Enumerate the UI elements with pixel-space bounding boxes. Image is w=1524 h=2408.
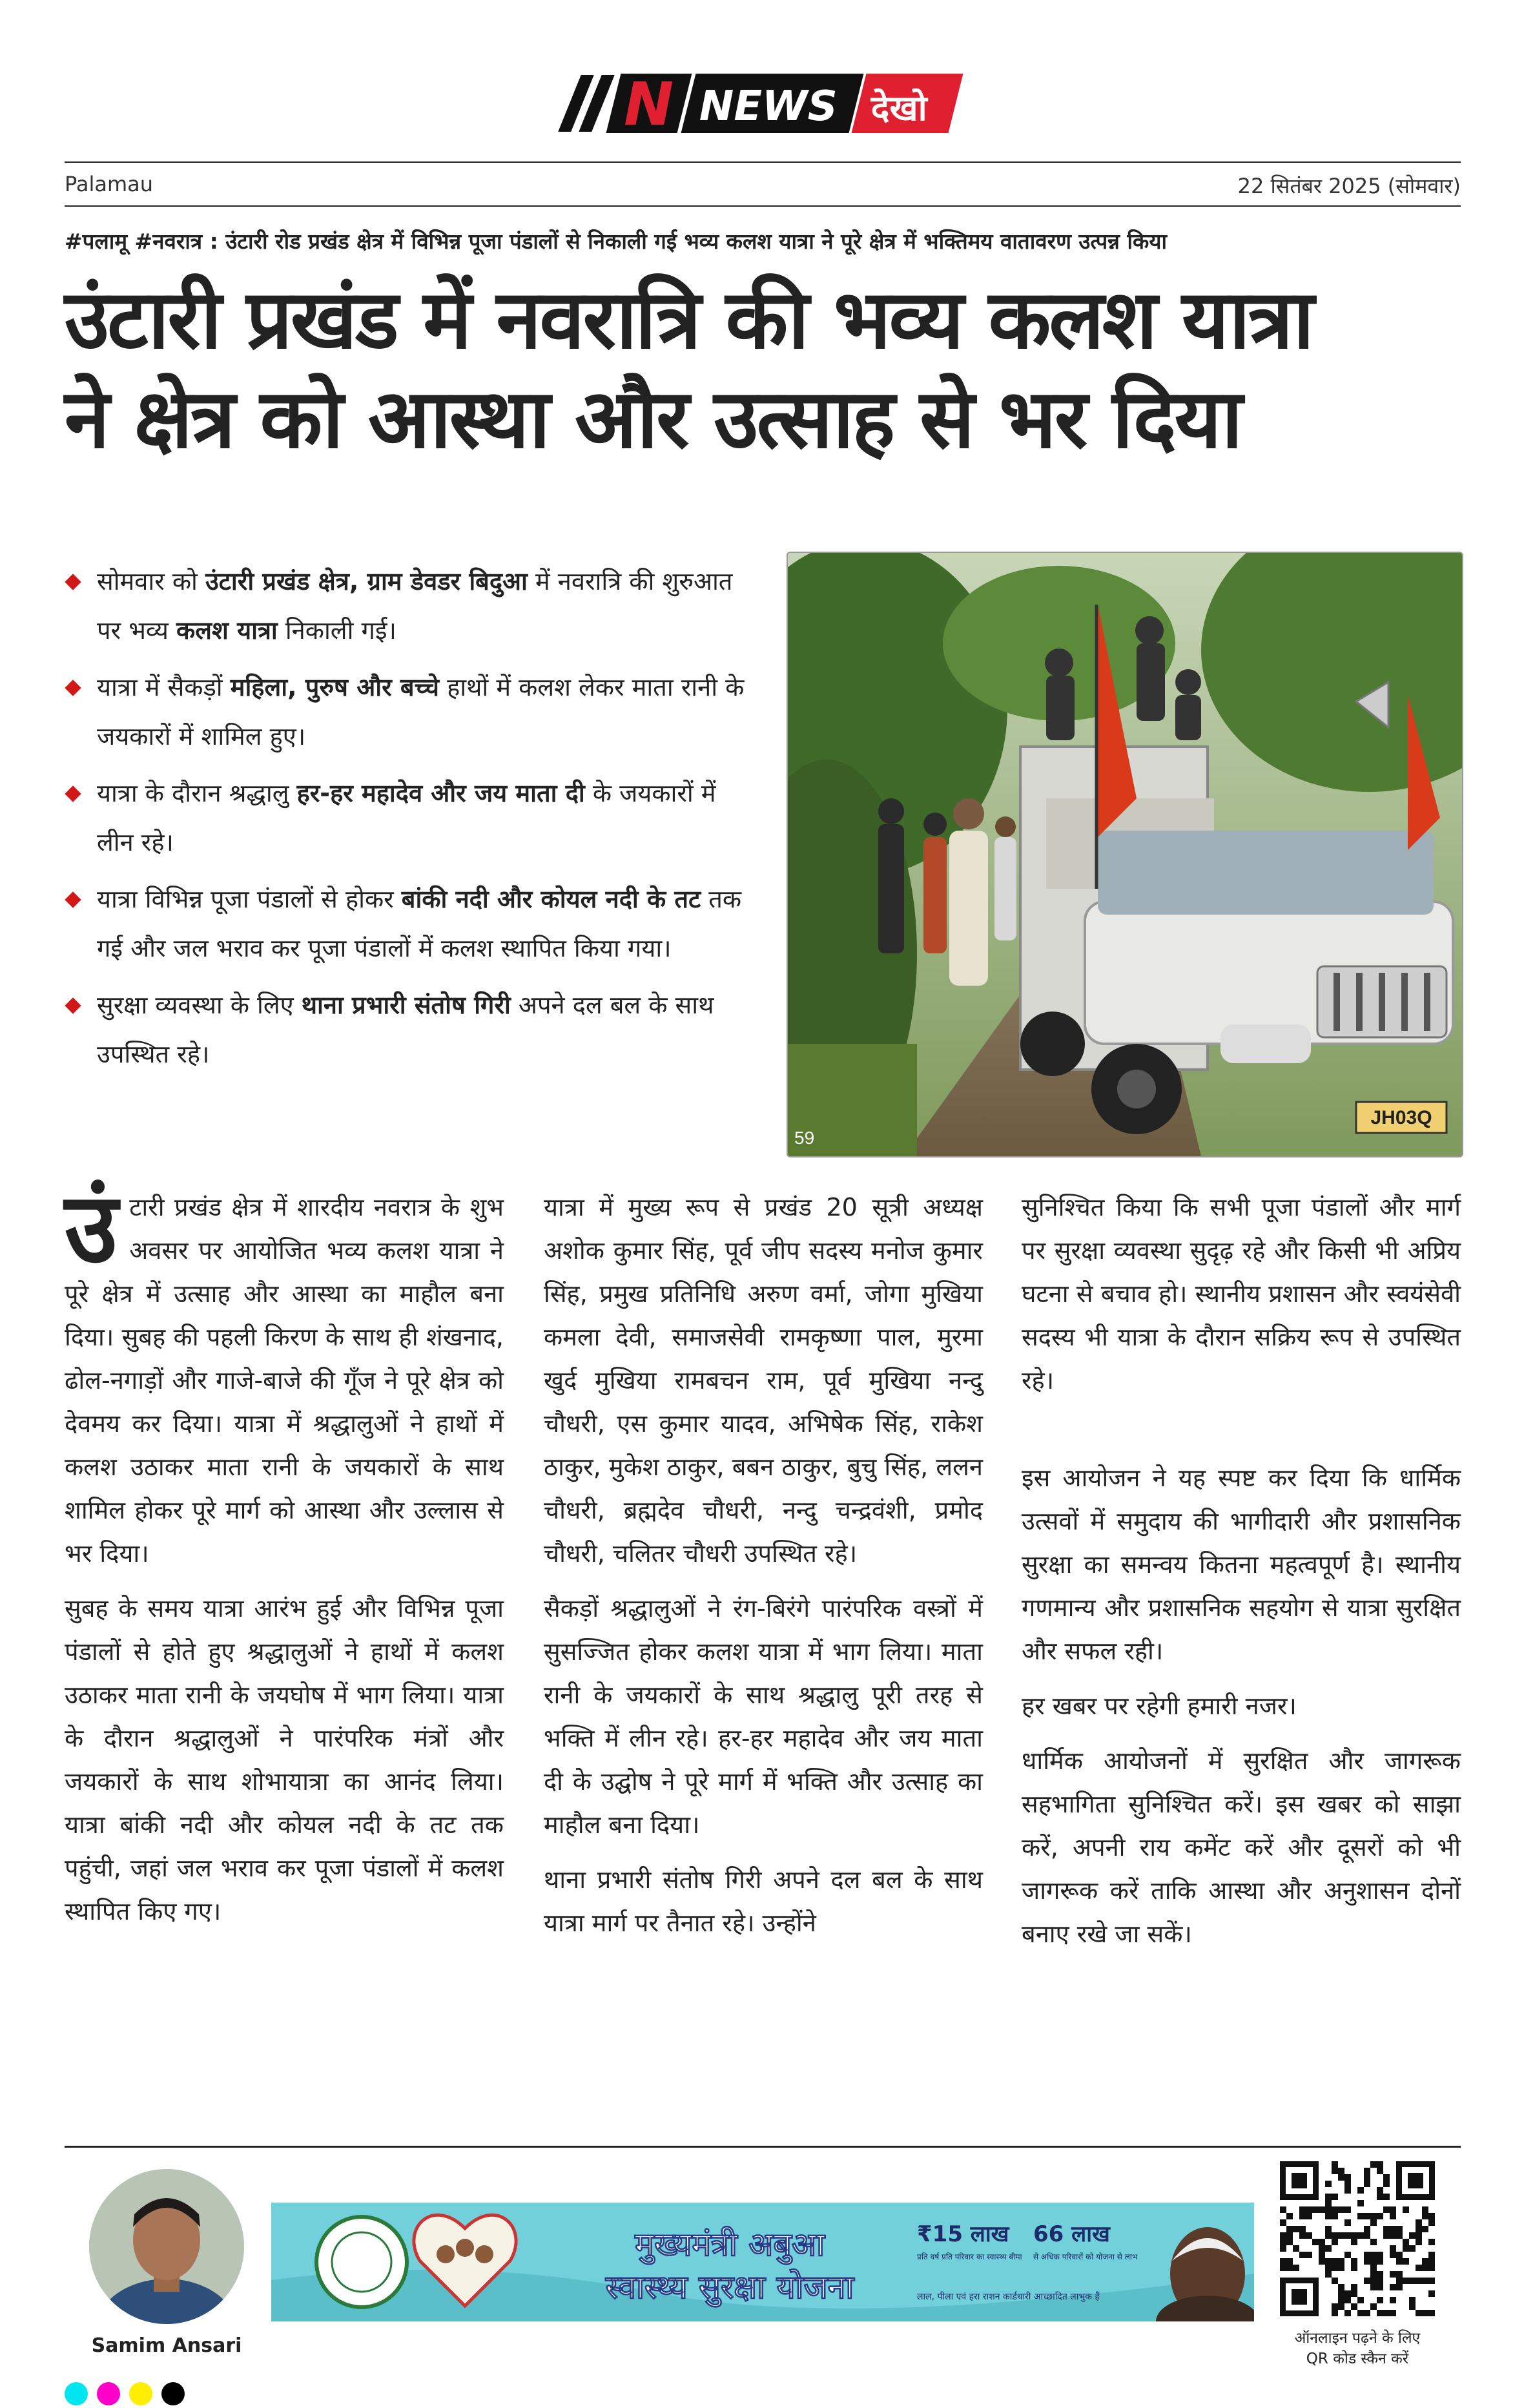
- ad-amount-1-sub: प्रति वर्ष प्रति परिवार का स्वास्थ्य बीमा: [917, 2252, 1022, 2261]
- highlight-bold: बांकी नदी और कोयल नदी के तट: [401, 885, 701, 913]
- footer-rule: [65, 2146, 1461, 2148]
- diamond-bullet-icon: [65, 785, 81, 802]
- author-name: Samim Ansari: [91, 2334, 242, 2357]
- qr-code[interactable]: [1280, 2161, 1435, 2316]
- ad-amount-1: ₹15 लाख: [917, 2221, 1009, 2247]
- number-plate: JH03Q: [1370, 1107, 1432, 1128]
- avatar: [89, 2169, 244, 2324]
- diamond-bullet-icon: [65, 997, 81, 1013]
- article-paragraph: सैकड़ों श्रद्धालुओं ने रंग-बिरंगे पारंपरिक वस्त्रों में सुसज्जित होकर कलश यात्रा में भाग लिया। माता रानी के जयकारों के साथ श्रद्धालु पूरी तरह से भक्ति में लीन रहे। हर-हर महादेव और जय माता दी के उद्घोष ने पूरे मार्ग में भक्ति और उत्साह का माहौल बना दिया।: [544, 1594, 983, 1839]
- article-paragraph: यात्रा में मुख्य रूप से प्रखंड 20 सूत्री अध्यक्ष अशोक कुमार सिंह, पूर्व जीप सदस्य मनोज कुमार सिंह, प्रमुख प्रतिनिधि अरुण वर्मा, जोगा मुखिया कमला देवी, समाजसेवी रामकृष्णा पाल, मुरमा खुर्द मुखिया रामबचन राम, पूर्व मुखिया नन्दु चौधरी, एस कुमार यादव, अभिषेक सिंह, राकेश ठाकुर, मुकेश ठाकुर, बबन ठाकुर, बुचु सिंह, ललन चौधरी, ब्रह्मदेव चौधरी, नन्दु चन्द्रवंशी, प्रमोद चौधरी, चलितर चौधरी उपस्थित रहे।: [544, 1193, 983, 1568]
- highlight-item: [65, 557, 749, 655]
- print-mark-cyan: [65, 2382, 88, 2405]
- article-paragraph: धार्मिक आयोजनों में सुरक्षित और जागरूक सहभागिता सुनिश्चित करें। इस खबर को साझा करें, अपनी राय कमेंट करें और दूसरों को भी जागरूक करें ताकि आस्था और अनुशासन दोनों बनाए रखे जा सकें।: [1022, 1747, 1461, 1948]
- header-rule-bottom: [65, 205, 1461, 207]
- highlight-text: के जयकारों में लीन रहे।: [97, 779, 716, 856]
- article-tagline: हर खबर पर रहेगी हमारी नजर।: [1022, 1692, 1297, 1720]
- article-paragraph: सुनिश्चित किया कि सभी पूजा पंडालों और मार्ग पर सुरक्षा व्यवस्था सुदृढ़ रहे और किसी भी अप्रिय घटना से बचाव हो। स्थानीय प्रशासन और स्वयंसेवी सदस्य भी यात्रा के दौरान सक्रिय रूप से उपस्थित रहे।: [1022, 1193, 1461, 1395]
- qr-caption-line-2: QR कोड स्कैन करें: [1306, 2351, 1409, 2367]
- article-column-1: [65, 1172, 504, 1945]
- kicker: #पलामू #नवरात्र : उंटारी रोड प्रखंड क्षेत्र में विभिन्न पूजा पंडालों से निकाली गई भव्य कलश यात्रा ने पूरे क्षेत्र में भक्तिमय वातावरण उत्पन्न किया: [65, 229, 1168, 254]
- article-paragraph: इस आयोजन ने यह स्पष्ट कर दिया कि धार्मिक उत्सवों में समुदाय की भागीदारी और प्रशासनिक सुरक्षा का समन्वय कितना महत्वपूर्ण है। स्थानीय गणमान्य और प्रशासनिक सहयोग से यात्रा सुरक्षित और सफल रही।: [1022, 1464, 1461, 1665]
- highlight-text: यात्रा विभिन्न पूजा पंडालों से होकर: [97, 885, 402, 913]
- header-rule-top: [65, 161, 1461, 163]
- ad-amount-2: 66 लाख: [1033, 2221, 1110, 2247]
- highlight-text: हाथों में कलश लेकर माता रानी के जयकारों में शामिल हुए।: [97, 673, 745, 751]
- ad-title-1: मुख्यमंत्री अबुआ: [635, 2226, 825, 2263]
- print-mark-black: [161, 2382, 185, 2405]
- highlight-bold: कलश यात्रा: [176, 616, 278, 645]
- highlight-item: [65, 769, 749, 867]
- highlight-text: यात्रा के दौरान श्रद्धालु: [97, 779, 297, 807]
- article-paragraph: [65, 1172, 504, 1575]
- article-paragraph: थाना प्रभारी संतोष गिरी अपने दल बल के साथ यात्रा मार्ग पर तैनात रहे। उन्होंने: [544, 1865, 983, 1937]
- headline-line-2: ने क्षेत्र को आस्था और उत्साह से भर दिया: [65, 371, 1241, 466]
- logo-tag-box: [852, 74, 963, 133]
- highlight-item: [65, 981, 749, 1079]
- headline-line-1: उंटारी प्रखंड में नवरात्रि की भव्य कलश यात्रा: [65, 272, 1313, 367]
- ad-note: लाल, पीला एवं हरा राशन कार्डधारी आच्छादित लाभुक हैं: [917, 2292, 1100, 2302]
- highlight-text: अपने दल बल के साथ उपस्थित रहे।: [97, 991, 714, 1068]
- photo-counter: 59: [794, 1128, 815, 1148]
- dateline-location: Palamau: [65, 172, 154, 196]
- highlight-item: [65, 663, 749, 761]
- author-portrait: [89, 2169, 244, 2324]
- qr-caption-line-1: ऑनलाइन पढ़ने के लिए: [1294, 2330, 1421, 2347]
- state-emblem-icon: [316, 2217, 407, 2307]
- highlight-bold: थाना प्रभारी संतोष गिरी: [301, 991, 511, 1019]
- logo-letter-box: [606, 70, 692, 139]
- print-mark-magenta: [97, 2382, 120, 2405]
- procession-photo-illustration: [788, 553, 1462, 1156]
- ad-amount-2-sub: से अधिक परिवारों को योजना से लाभ: [1033, 2252, 1138, 2261]
- ad-title-2: स्वास्थ्य सुरक्षा योजना: [605, 2268, 854, 2306]
- health-scheme-ad: [271, 2203, 1254, 2321]
- diamond-bullet-icon: [65, 574, 81, 590]
- highlight-bold: हर-हर महादेव और जय माता दी: [296, 779, 585, 807]
- highlight-item: [65, 875, 749, 973]
- news-photo: [787, 552, 1463, 1157]
- qr-caption: [1255, 2328, 1459, 2369]
- article-column-3: [1022, 1186, 1461, 1967]
- logo-word: NEWS: [699, 83, 838, 130]
- highlight-text: निकाली गई।: [277, 616, 396, 645]
- highlight-text: सुरक्षा व्यवस्था के लिए: [97, 991, 302, 1019]
- print-mark-yellow: [129, 2382, 152, 2405]
- highlight-text: सोमवार को: [97, 567, 205, 596]
- highlight-text: यात्रा में सैकड़ों: [97, 673, 231, 701]
- diamond-bullet-icon: [65, 680, 81, 696]
- qr-code-icon: [1280, 2161, 1435, 2316]
- highlight-bold: उंटारी प्रखंड क्षेत्र, ग्राम डेवडर बिदुआ: [205, 567, 528, 596]
- highlight-text: में नवरात्रि की शुरुआत पर भव्य: [97, 567, 733, 645]
- highlight-text: तक गई और जल भराव कर पूजा पंडालों में कलश स्थापित किया गया।: [97, 885, 742, 962]
- article-paragraph: सुबह के समय यात्रा आरंभ हुई और विभिन्न पूजा पंडालों से होते हुए श्रद्धालुओं ने हाथों में कलश उठाकर माता रानी के जयघोष में भाग लिया। यात्रा के दौरान श्रद्धालुओं ने पारंपरिक मंत्रों और जयकारों के साथ शोभायात्रा का आनंद लिया। यात्रा बांकी नदी और कोयल नदी के तट तक पहुंची, जहां जल भराव कर पूजा पंडालों में कलश स्थापित किए गए।: [65, 1594, 504, 1925]
- paragraph-text: टारी प्रखंड क्षेत्र में शारदीय नवरात्र के शुभ अवसर पर आयोजित भव्य कलश यात्रा ने पूरे क्षेत्र में उत्साह और आस्था का माहौल बना दिया। सुबह की पहली किरण के साथ ही शंखनाद, ढोल-नगाड़ों और गाजे-बाजे की गूँज ने पूरे क्षेत्र को देवमय कर दिया। यात्रा में श्रद्धालुओं ने हाथों में कलश उठाकर माता रानी के जयकारों के साथ शामिल होकर पूरे मार्ग को आस्था और उल्लास से भर दिया।: [65, 1193, 504, 1568]
- logo-word-box: [681, 74, 864, 133]
- logo-letter: N: [624, 70, 674, 139]
- drop-cap: उं: [65, 1172, 118, 1285]
- diamond-bullet-icon: [65, 891, 81, 908]
- article-column-2: [544, 1186, 983, 1956]
- logo-tag: देखो: [870, 88, 927, 129]
- highlights-list: [65, 557, 749, 1086]
- dateline-date: 22 सितंबर 2025 (सोमवार): [1237, 174, 1461, 198]
- highlight-bold: महिला, पुरुष और बच्चे: [230, 673, 440, 701]
- headline: [65, 270, 1472, 469]
- advertisement-banner[interactable]: [271, 2203, 1254, 2321]
- newspaper-logo: [561, 70, 963, 139]
